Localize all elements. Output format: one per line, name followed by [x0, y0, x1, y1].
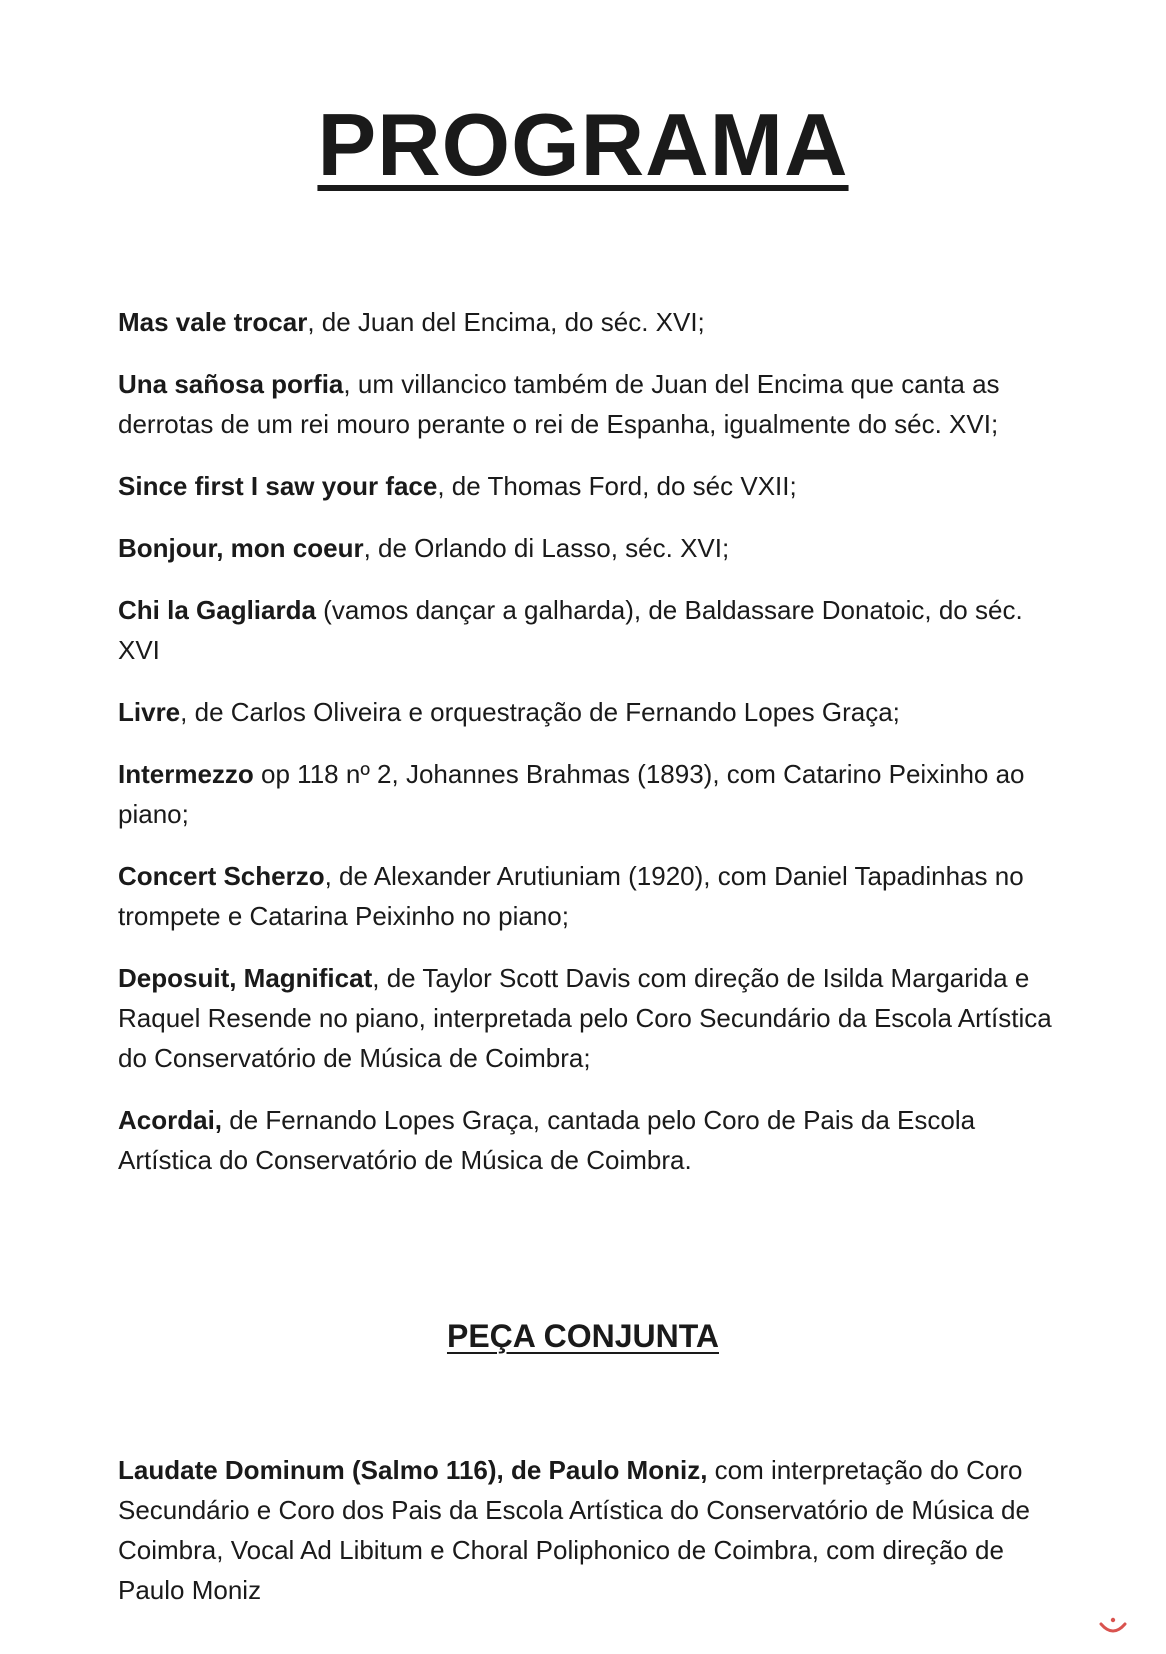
program-item [118, 692, 1053, 732]
piece-name: Chi la Gagliarda [118, 595, 316, 625]
program-item [118, 856, 1053, 936]
piece-details: , um villancico também de Juan del Encima que canta as derrotas de um rei mouro perante o rei de Espanha, igualmente do séc. XVI; [118, 369, 1000, 439]
piece-name: Mas vale trocar [118, 307, 308, 337]
program-item [118, 302, 1053, 342]
piece-details: (vamos dançar a galharda), de Baldassare Donatoic, do séc. XVI [118, 595, 1023, 665]
piece-name: Intermezzo [118, 759, 254, 789]
piece-name: Livre [118, 697, 181, 727]
piece-details: , de Carlos Oliveira e orquestração de Fernando Lopes Graça; [180, 697, 900, 727]
program-item [118, 590, 1053, 670]
piece-details: op 118 nº 2, Johannes Brahmas (1893), com Catarino Peixinho ao piano; [118, 759, 1025, 829]
piece-name: Concert Scherzo [118, 861, 325, 891]
piece-name: Deposuit, Magnificat [118, 963, 373, 993]
piece-details: , de Juan del Encima, do séc. XVI; [307, 307, 705, 337]
piece-details: , de Alexander Arutiuniam (1920), com Daniel Tapadinhas no trompete e Catarina Peixinho no piano; [118, 861, 1024, 931]
piece-details: , de Taylor Scott Davis com direção de Isilda Margarida e Raquel Resende no piano, interpretada pelo Coro Secundário da Escola Artística do Conservatório de Música de Coimbra; [118, 963, 1052, 1073]
piece-details: de Fernando Lopes Graça, cantada pelo Coro de Pais da Escola Artística do Conservatório de Música de Coimbra. [118, 1105, 976, 1175]
joint-piece-paragraph [118, 1450, 1048, 1610]
piece-details: com interpretação do Coro Secundário e Coro dos Pais da Escola Artística do Conservatório de Música de Coimbra, Vocal Ad Libitum e Choral Poliphonico de Coimbra, com direção de Paulo Moniz [118, 1455, 1030, 1605]
piece-details: , de Orlando di Lasso, séc. XVI; [363, 533, 730, 563]
piece-name: Bonjour, mon coeur [118, 533, 364, 563]
piece-details: , de Thomas Ford, do séc VXII; [437, 471, 797, 501]
joint-piece-title: PEÇA CONJUNTA [446, 1318, 719, 1354]
piece-name: Acordai, [118, 1105, 223, 1135]
smile-mark-icon [1098, 1616, 1128, 1638]
program-item [118, 528, 1053, 568]
program-item [118, 466, 1053, 506]
program-list [118, 302, 1053, 1202]
program-item [118, 754, 1053, 834]
program-item [118, 958, 1053, 1078]
program-item [118, 1100, 1053, 1180]
program-item [118, 364, 1053, 444]
piece-name: Una sañosa porfia [118, 369, 344, 399]
piece-name: Since first I saw your face [118, 471, 438, 501]
page-title: PROGRAMA [317, 95, 849, 194]
piece-name: Laudate Dominum (Salmo 116), de Paulo Moniz, [118, 1455, 708, 1485]
